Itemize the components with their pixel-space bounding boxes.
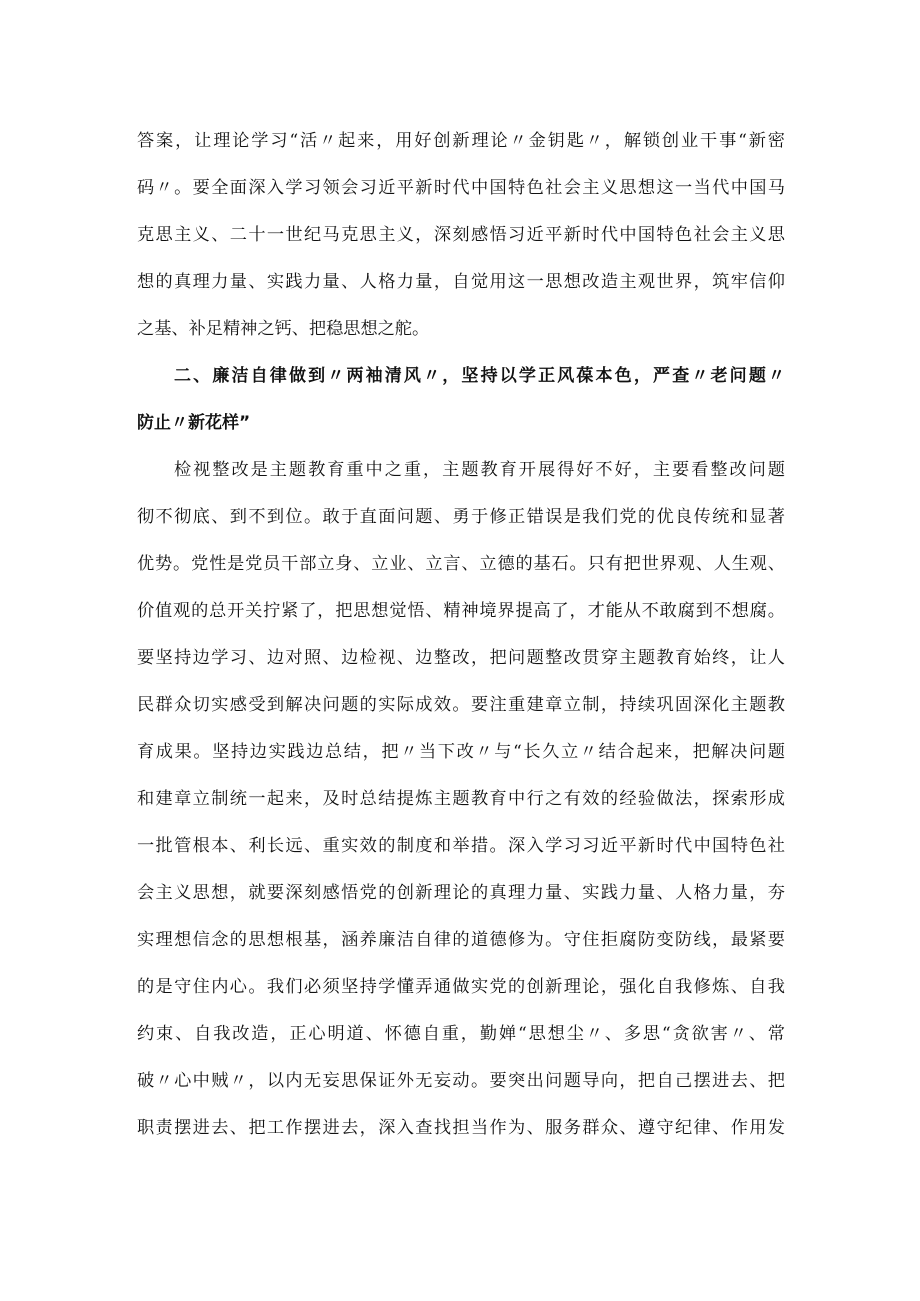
paragraph-line: 会主义思想，就要深刻感悟党的创新理论的真理力量、实践力量、人格力量，夯: [137, 883, 785, 903]
paragraph-1: [137, 118, 785, 353]
paragraph-line: 约束、自我改造，正心明道、怀德自重，勤婵“思想尘〃、多思“贪欲害〃、常: [137, 1024, 785, 1044]
heading-line: 二、廉洁自律做到〃两袖清风〃，坚持以学正风葆本色，严查〃老问题〃: [174, 366, 785, 386]
paragraph-line: 和建章立制统一起来，及时总结提炼主题教育中行之有效的经验做法，探索形成: [137, 789, 785, 809]
paragraph-2: [137, 447, 785, 1152]
paragraph-line: 要坚持边学习、边对照、边检视、边整改，把问题整改贯穿主题教育始终，让人: [137, 648, 785, 668]
paragraph-line: 想的真理力量、实践力量、人格力量，自觉用这一思想改造主观世界，筑牢信仰: [137, 272, 785, 292]
heading-line: 防止〃新花样”: [137, 413, 251, 433]
paragraph-line: 检视整改是主题教育重中之重，主题教育开展得好不好，主要看整改问题: [174, 460, 785, 480]
paragraph-line: 之基、补足精神之钙、把稳思想之舵。: [137, 319, 430, 339]
paragraph-line: 破〃心中贼〃，以内无妄思保证外无妄动。要突出问题导向，把自己摆进去、把: [137, 1071, 785, 1091]
paragraph-line: 职责摆进去、把工作摆进去，深入查找担当作为、服务群众、遵守纪律、作用发: [137, 1118, 785, 1138]
section-heading-2: [137, 353, 785, 447]
paragraph-line: 答案，让理论学习“活〃起来，用好创新理论〃金钥匙〃，解锁创业干事“新密: [137, 131, 785, 151]
paragraph-line: 优势。党性是党员干部立身、立业、立言、立德的基石。只有把世界观、人生观、: [137, 554, 785, 574]
paragraph-line: 一批管根本、利长远、重实效的制度和举措。深入学习习近平新时代中国特色社: [137, 836, 785, 856]
document-page: [137, 118, 785, 1152]
paragraph-line: 民群众切实感受到解决问题的实际成效。要注重建章立制，持续巩固深化主题教: [137, 695, 785, 715]
paragraph-line: 价值观的总开关拧紧了，把思想觉悟、精神境界提高了，才能从不敢腐到不想腐。: [137, 601, 785, 621]
paragraph-line: 码〃。要全面深入学习领会习近平新时代中国特色社会主义思想这一当代中国马: [137, 178, 785, 198]
paragraph-line: 实理想信念的思想根基，涵养廉洁自律的道德修为。守住拒腐防变防线，最紧要: [137, 930, 785, 950]
paragraph-line: 育成果。坚持边实践边总结，把〃当下改〃与“长久立〃结合起来，把解决问题: [137, 742, 785, 762]
paragraph-line: 的是守住内心。我们必须坚持学懂弄通做实党的创新理论，强化自我修炼、自我: [137, 977, 785, 997]
paragraph-line: 彻不彻底、到不到位。敢于直面问题、勇于修正错误是我们党的优良传统和显著: [137, 507, 785, 527]
paragraph-line: 克思主义、二十一世纪马克思主义，深刻感悟习近平新时代中国特色社会主义思: [137, 225, 785, 245]
